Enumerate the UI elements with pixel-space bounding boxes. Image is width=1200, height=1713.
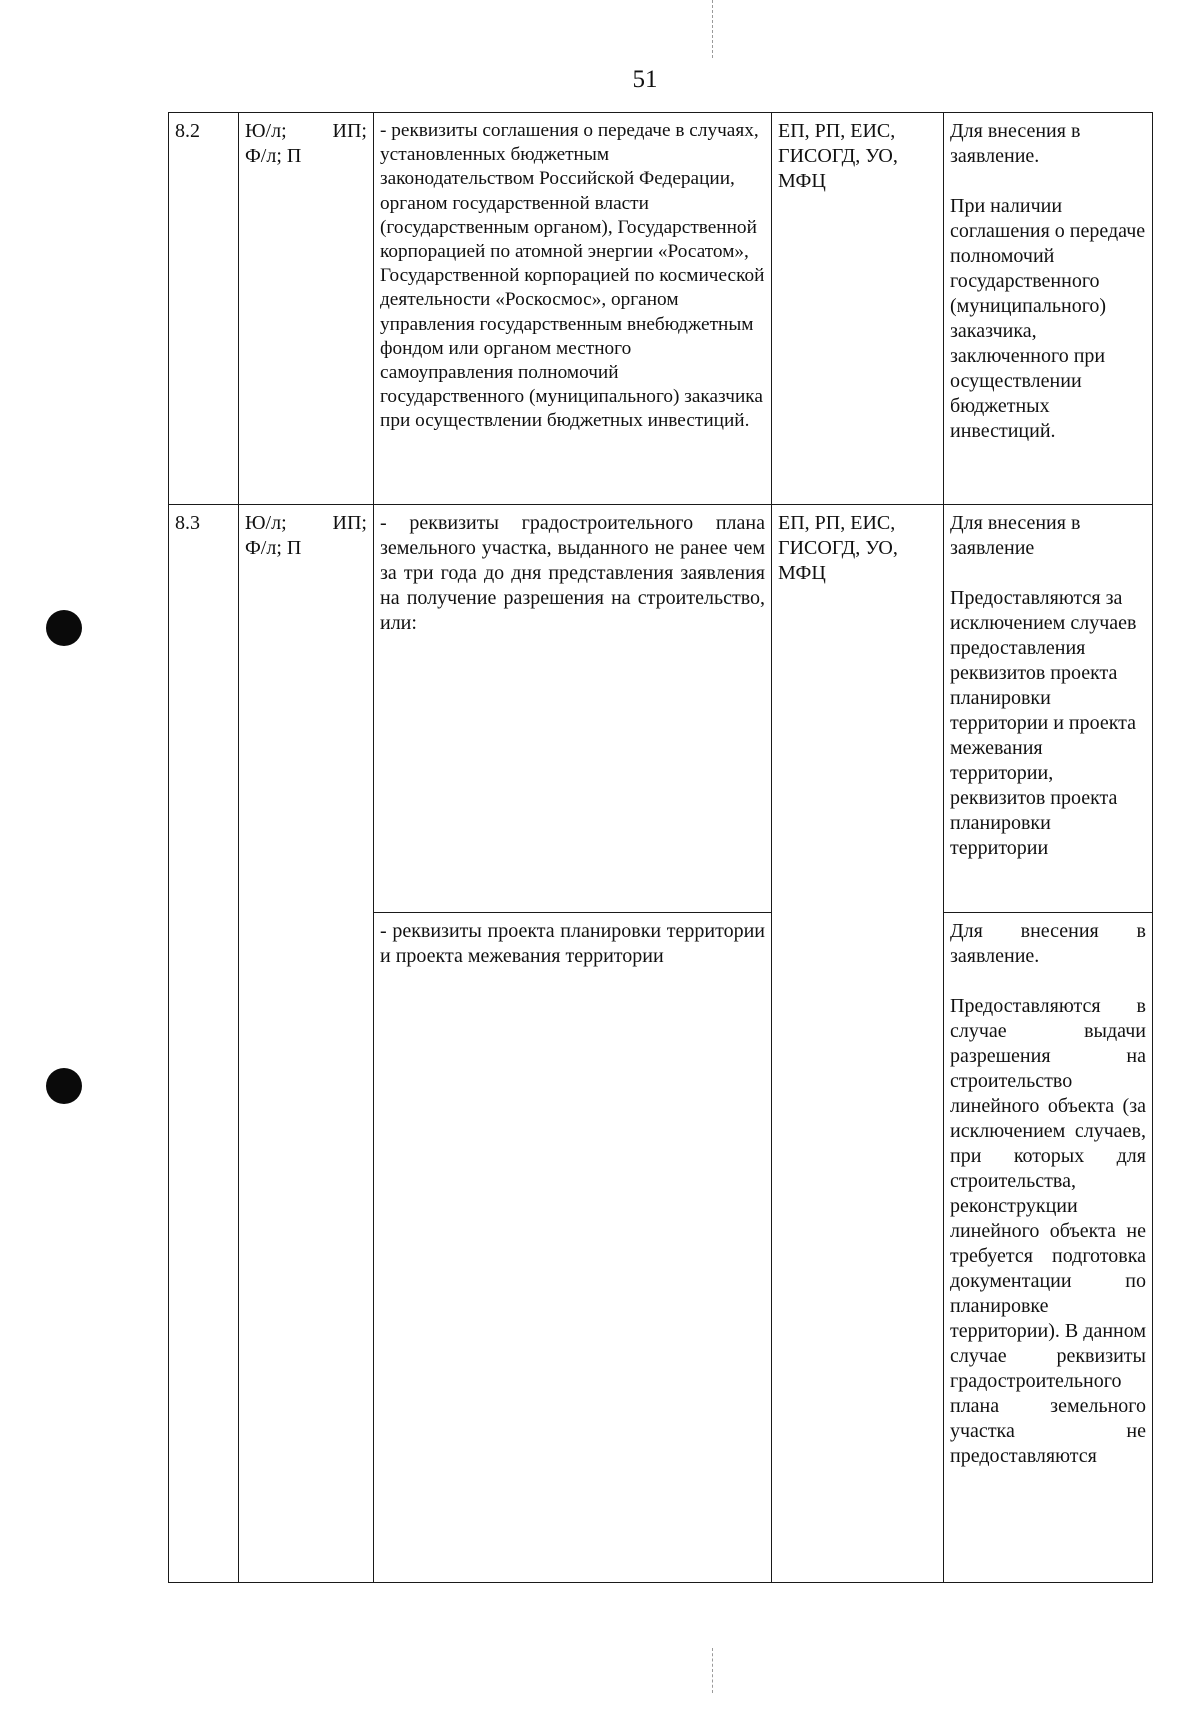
note-cell — [944, 913, 1153, 1583]
punch-hole-bottom — [46, 1068, 82, 1104]
document-text: - реквизиты проекта планировки территории и проекта межевания территории — [380, 920, 765, 967]
applicant-type: ИП; — [332, 512, 367, 534]
row-number: 8.3 — [175, 512, 200, 534]
sources-cell — [772, 113, 944, 505]
document-cell — [374, 113, 772, 505]
sources-cell — [772, 505, 944, 1583]
document-text: - реквизиты соглашения о передаче в случаях, установленных бюджетным законодательством Российской Федерации, органом государственной власти (государственным органом), Государственной корпорацией по атомной энергии «Росатом», Государственной корпорацией по космической деятельности «Роскосмос», органом управления государственным внебюджетным фондом или органом местного самоуправления полномочий государственного (муниципального) заказчика при осуществлении бюджетных инвестиций. — [380, 120, 765, 432]
row-number: 8.2 — [175, 120, 200, 142]
sources-text: ЕП, РП, ЕИС, ГИСОГД, УО, МФЦ — [778, 512, 898, 584]
requirements-table — [168, 112, 1153, 1583]
fold-line-bottom — [712, 1648, 713, 1693]
applicant-type: Ф/л; П — [245, 145, 302, 167]
document-text: - реквизиты градостроительного плана земельного участка, выданного не ранее чем за три года до дня представления заявления на получение разрешения на строительство, или: — [380, 512, 765, 634]
table-row-8-3a — [169, 505, 1153, 913]
applicant-type: ИП; — [332, 120, 367, 142]
note-cell — [944, 113, 1153, 505]
row-number-cell — [169, 113, 239, 505]
note-cell — [944, 505, 1153, 913]
note-title: Для внесения в заявление. — [950, 120, 1081, 167]
note-title: Для внесения в заявление — [950, 512, 1081, 559]
sources-text: ЕП, РП, ЕИС, ГИСОГД, УО, МФЦ — [778, 120, 898, 192]
punch-hole-top — [46, 610, 82, 646]
table-row-8-2 — [169, 113, 1153, 505]
note-text: При наличии соглашения о передаче полномочий государственного (муниципального) заказчика, заключенного при осуществлении бюджетных инвестиций. — [950, 195, 1146, 442]
document-cell — [374, 505, 772, 913]
applicant-cell — [239, 113, 374, 505]
document-cell — [374, 913, 772, 1583]
note-text: Предоставляются за исключением случаев предоставления реквизитов проекта планировки территории и проекта межевания территории, реквизитов проекта планировки территории — [950, 587, 1137, 859]
fold-line-top — [712, 0, 713, 58]
applicant-type: Ю/л; — [245, 120, 287, 142]
row-number-cell — [169, 505, 239, 1583]
applicant-cell — [239, 505, 374, 1583]
note-title: Для внесения в заявление. — [950, 920, 1146, 967]
note-text: Предоставляются в случае выдачи разрешения на строительство линейного объекта (за исключением случаев, при которых для строительства, реконструкции линейного объекта не требуется подготовка документации по планировке территории). В данном случае реквизиты градостроительного плана земельного участка не предоставляются — [950, 995, 1146, 1467]
page-number: 51 — [632, 66, 658, 93]
applicant-type: Ф/л; П — [245, 537, 302, 559]
applicant-type: Ю/л; — [245, 512, 287, 534]
